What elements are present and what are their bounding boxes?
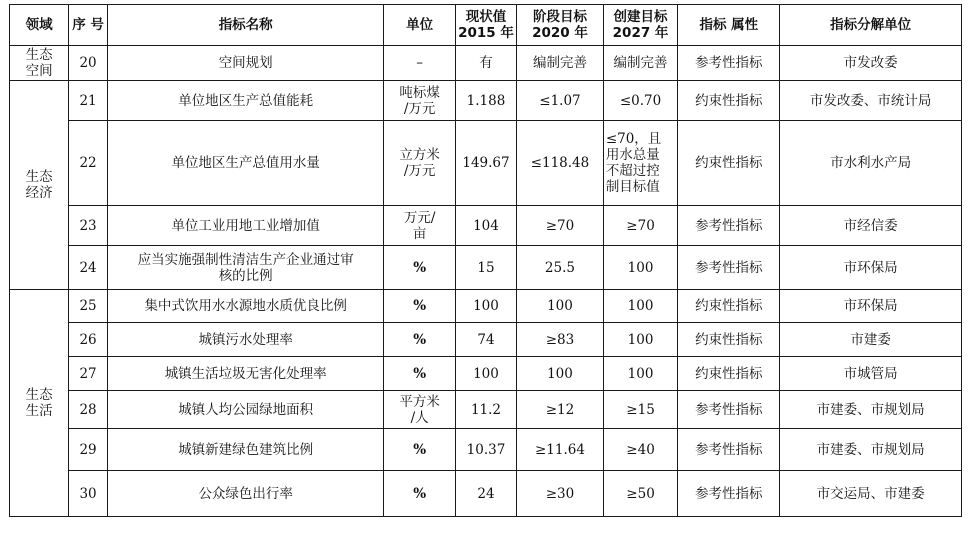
unit-cell: 立方米 /万元 bbox=[384, 121, 455, 206]
target-cell: ≤0.70 bbox=[603, 81, 677, 121]
table-row bbox=[10, 471, 962, 517]
stage-cell: 100 bbox=[517, 290, 604, 323]
name-cell: 城镇污水处理率 bbox=[107, 323, 384, 357]
unit-cell: % bbox=[384, 246, 455, 290]
table-row bbox=[10, 46, 962, 81]
target-cell: ≥50 bbox=[603, 471, 677, 517]
header-seq: 序 号 bbox=[69, 5, 108, 46]
table-row bbox=[10, 429, 962, 471]
dept-cell: 市发改委 bbox=[780, 46, 962, 81]
seq-cell: 30 bbox=[69, 471, 108, 517]
stage-cell: ≥11.64 bbox=[517, 429, 604, 471]
unit-cell: – bbox=[384, 46, 455, 81]
name-cell: 单位工业用地工业增加值 bbox=[107, 206, 384, 246]
name-cell: 集中式饮用水水源地水质优良比例 bbox=[107, 290, 384, 323]
status-cell: 100 bbox=[455, 290, 516, 323]
dept-cell: 市建委、市规划局 bbox=[780, 391, 962, 429]
status-cell: 100 bbox=[455, 357, 516, 391]
attr-cell: 约束性指标 bbox=[678, 290, 780, 323]
dept-cell: 市经信委 bbox=[780, 206, 962, 246]
stage-cell: ≥83 bbox=[517, 323, 604, 357]
attr-cell: 约束性指标 bbox=[678, 81, 780, 121]
unit-cell: % bbox=[384, 429, 455, 471]
target-cell: 100 bbox=[603, 323, 677, 357]
seq-cell: 29 bbox=[69, 429, 108, 471]
attr-cell: 参考性指标 bbox=[678, 46, 780, 81]
table-row bbox=[10, 323, 962, 357]
target-cell: 编制完善 bbox=[603, 46, 677, 81]
target-cell: ≥70 bbox=[603, 206, 677, 246]
attr-cell: 参考性指标 bbox=[678, 246, 780, 290]
name-cell: 城镇人均公园绿地面积 bbox=[107, 391, 384, 429]
status-cell: 1.188 bbox=[455, 81, 516, 121]
unit-cell: % bbox=[384, 471, 455, 517]
stage-cell: ≥70 bbox=[517, 206, 604, 246]
seq-cell: 26 bbox=[69, 323, 108, 357]
attr-cell: 约束性指标 bbox=[678, 357, 780, 391]
target-cell: ≥15 bbox=[603, 391, 677, 429]
target-cell: 100 bbox=[603, 246, 677, 290]
dept-cell: 市城管局 bbox=[780, 357, 962, 391]
dept-cell: 市建委、市规划局 bbox=[780, 429, 962, 471]
name-cell: 公众绿色出行率 bbox=[107, 471, 384, 517]
header-stage: 阶段目标 2020 年 bbox=[517, 5, 604, 46]
domain-cell: 生态 空间 bbox=[10, 46, 69, 81]
unit-cell: % bbox=[384, 290, 455, 323]
table-row bbox=[10, 81, 962, 121]
status-cell: 149.67 bbox=[455, 121, 516, 206]
dept-cell: 市环保局 bbox=[780, 246, 962, 290]
name-cell: 城镇新建绿色建筑比例 bbox=[107, 429, 384, 471]
status-cell: 104 bbox=[455, 206, 516, 246]
table-row bbox=[10, 357, 962, 391]
seq-cell: 28 bbox=[69, 391, 108, 429]
unit-cell: % bbox=[384, 323, 455, 357]
target-cell: ≥40 bbox=[603, 429, 677, 471]
attr-cell: 参考性指标 bbox=[678, 429, 780, 471]
unit-cell: 万元/ 亩 bbox=[384, 206, 455, 246]
table-row bbox=[10, 246, 962, 290]
name-cell: 应当实施强制性清洁生产企业通过审 核的比例 bbox=[107, 246, 384, 290]
header-target: 创建目标 2027 年 bbox=[603, 5, 677, 46]
seq-cell: 21 bbox=[69, 81, 108, 121]
status-cell: 11.2 bbox=[455, 391, 516, 429]
table-row bbox=[10, 391, 962, 429]
indicator-table bbox=[9, 4, 962, 517]
attr-cell: 约束性指标 bbox=[678, 121, 780, 206]
domain-cell: 生态 经济 bbox=[10, 81, 69, 290]
header-dept: 指标分解单位 bbox=[780, 5, 962, 46]
seq-cell: 20 bbox=[69, 46, 108, 81]
attr-cell: 参考性指标 bbox=[678, 471, 780, 517]
dept-cell: 市发改委、市统计局 bbox=[780, 81, 962, 121]
target-cell: ≤70，且 用水总量 不超过控 制目标值 bbox=[603, 121, 677, 206]
seq-cell: 27 bbox=[69, 357, 108, 391]
domain-cell: 生态 生活 bbox=[10, 290, 69, 517]
header-attr: 指标 属性 bbox=[678, 5, 780, 46]
name-cell: 单位地区生产总值能耗 bbox=[107, 81, 384, 121]
attr-cell: 参考性指标 bbox=[678, 206, 780, 246]
attr-cell: 参考性指标 bbox=[678, 391, 780, 429]
status-cell: 15 bbox=[455, 246, 516, 290]
stage-cell: ≥12 bbox=[517, 391, 604, 429]
header-row bbox=[10, 5, 962, 46]
status-cell: 10.37 bbox=[455, 429, 516, 471]
dept-cell: 市交运局、市建委 bbox=[780, 471, 962, 517]
table-row bbox=[10, 121, 962, 206]
status-cell: 有 bbox=[455, 46, 516, 81]
dept-cell: 市水利水产局 bbox=[780, 121, 962, 206]
header-domain: 领域 bbox=[10, 5, 69, 46]
name-cell: 空间规划 bbox=[107, 46, 384, 81]
stage-cell: 25.5 bbox=[517, 246, 604, 290]
seq-cell: 24 bbox=[69, 246, 108, 290]
stage-cell: 编制完善 bbox=[517, 46, 604, 81]
stage-cell: ≥30 bbox=[517, 471, 604, 517]
seq-cell: 22 bbox=[69, 121, 108, 206]
header-name: 指标名称 bbox=[107, 5, 384, 46]
attr-cell: 约束性指标 bbox=[678, 323, 780, 357]
target-cell: 100 bbox=[603, 357, 677, 391]
dept-cell: 市建委 bbox=[780, 323, 962, 357]
dept-cell: 市环保局 bbox=[780, 290, 962, 323]
unit-cell: 平方米 /人 bbox=[384, 391, 455, 429]
stage-cell: 100 bbox=[517, 357, 604, 391]
header-unit: 单位 bbox=[384, 5, 455, 46]
stage-cell: ≤1.07 bbox=[517, 81, 604, 121]
unit-cell: 吨标煤 /万元 bbox=[384, 81, 455, 121]
status-cell: 24 bbox=[455, 471, 516, 517]
unit-cell: % bbox=[384, 357, 455, 391]
seq-cell: 23 bbox=[69, 206, 108, 246]
name-cell: 城镇生活垃圾无害化处理率 bbox=[107, 357, 384, 391]
table-row bbox=[10, 290, 962, 323]
seq-cell: 25 bbox=[69, 290, 108, 323]
target-cell: 100 bbox=[603, 290, 677, 323]
name-cell: 单位地区生产总值用水量 bbox=[107, 121, 384, 206]
status-cell: 74 bbox=[455, 323, 516, 357]
table-row bbox=[10, 206, 962, 246]
header-status: 现状值 2015 年 bbox=[455, 5, 516, 46]
stage-cell: ≤118.48 bbox=[517, 121, 604, 206]
